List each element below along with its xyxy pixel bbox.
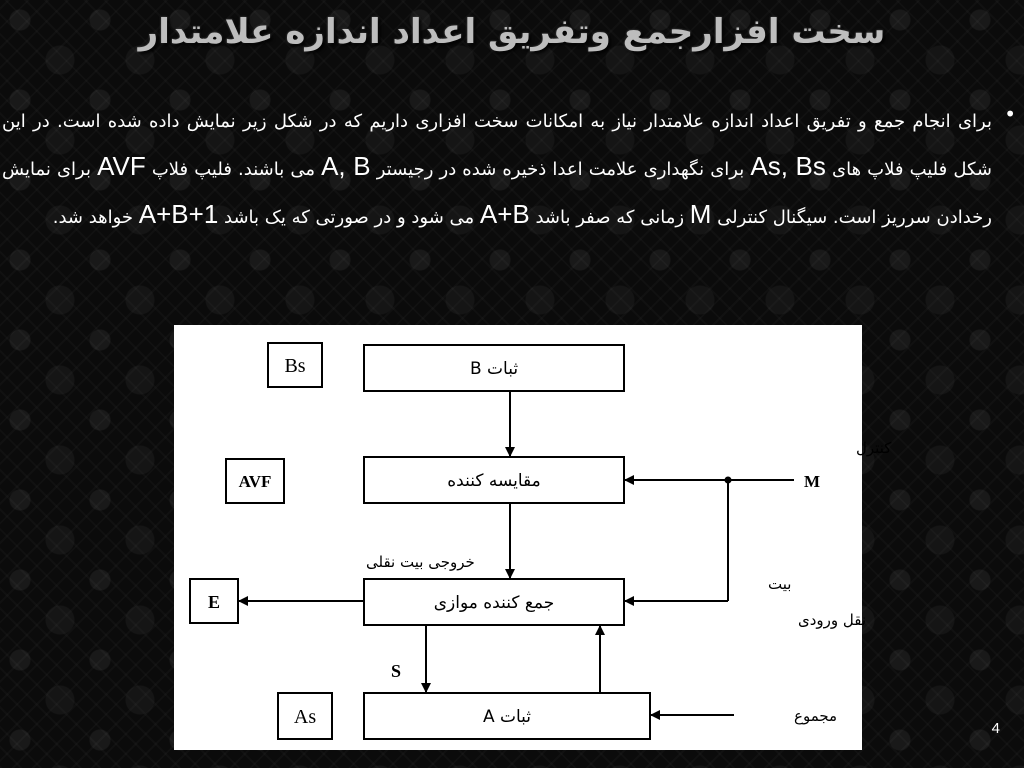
paragraph-term: A+B (479, 199, 530, 229)
control-label: کنترل (856, 439, 892, 457)
paragraph-term: As, Bs (750, 151, 826, 181)
bullet-point: • (1004, 102, 1016, 126)
paragraph-term: M (689, 199, 712, 229)
slide-number: 4 (991, 720, 1000, 737)
m-label: M (803, 472, 820, 491)
paragraph-term: A+B+1 (138, 199, 219, 229)
carry-in-line2: نقل ورودی (798, 611, 867, 629)
paragraph-text: برای نمایش رخدادن سرریز است. سیگنال کنترلی (2, 159, 992, 228)
paragraph-term: A, B (321, 151, 371, 181)
paragraph-text: می شود و در صورتی که یک باشد (218, 207, 480, 228)
hardware-diagram (174, 325, 892, 750)
body-paragraph (2, 100, 992, 240)
comparator-label: مقایسه کننده (447, 471, 541, 491)
register-b-label: ثبات B (469, 359, 519, 379)
paragraph-text: زمانی که صفر باشد (529, 207, 690, 228)
as-label: As (293, 706, 317, 728)
slide-title: سخت افزارجمع وتفریق اعداد اندازه علامتدار (138, 12, 886, 52)
bs-label: Bs (284, 355, 306, 377)
sum-label: مجموع (794, 707, 838, 725)
diagram-svg (174, 325, 892, 750)
s-label: S (390, 661, 402, 681)
carry-out-label: خروجی بیت نقلی (366, 553, 475, 571)
paragraph-text: خواهد شد. (52, 207, 139, 228)
paragraph-text: برای انجام جمع و تفریق اعداد اندازه علامتدار نیاز به امکانات سخت افزاری داریم که در شکل زیر نمایش داده شده است. در این شکل فلیپ فلاپ های (2, 111, 992, 180)
parallel-adder-label: جمع کننده موازی (433, 593, 555, 613)
carry-in-line1: بیت (768, 575, 792, 593)
paragraph-term: AVF (97, 151, 146, 181)
avf-label: AVF (238, 472, 272, 491)
register-a-label: ثبات A (482, 707, 532, 727)
paragraph-text: برای نگهداری علامت اعدا ذخیره شده در رجیستر (370, 159, 751, 180)
e-label: E (207, 592, 221, 612)
paragraph-text: می باشند. فلیپ فلاپ (145, 159, 322, 180)
